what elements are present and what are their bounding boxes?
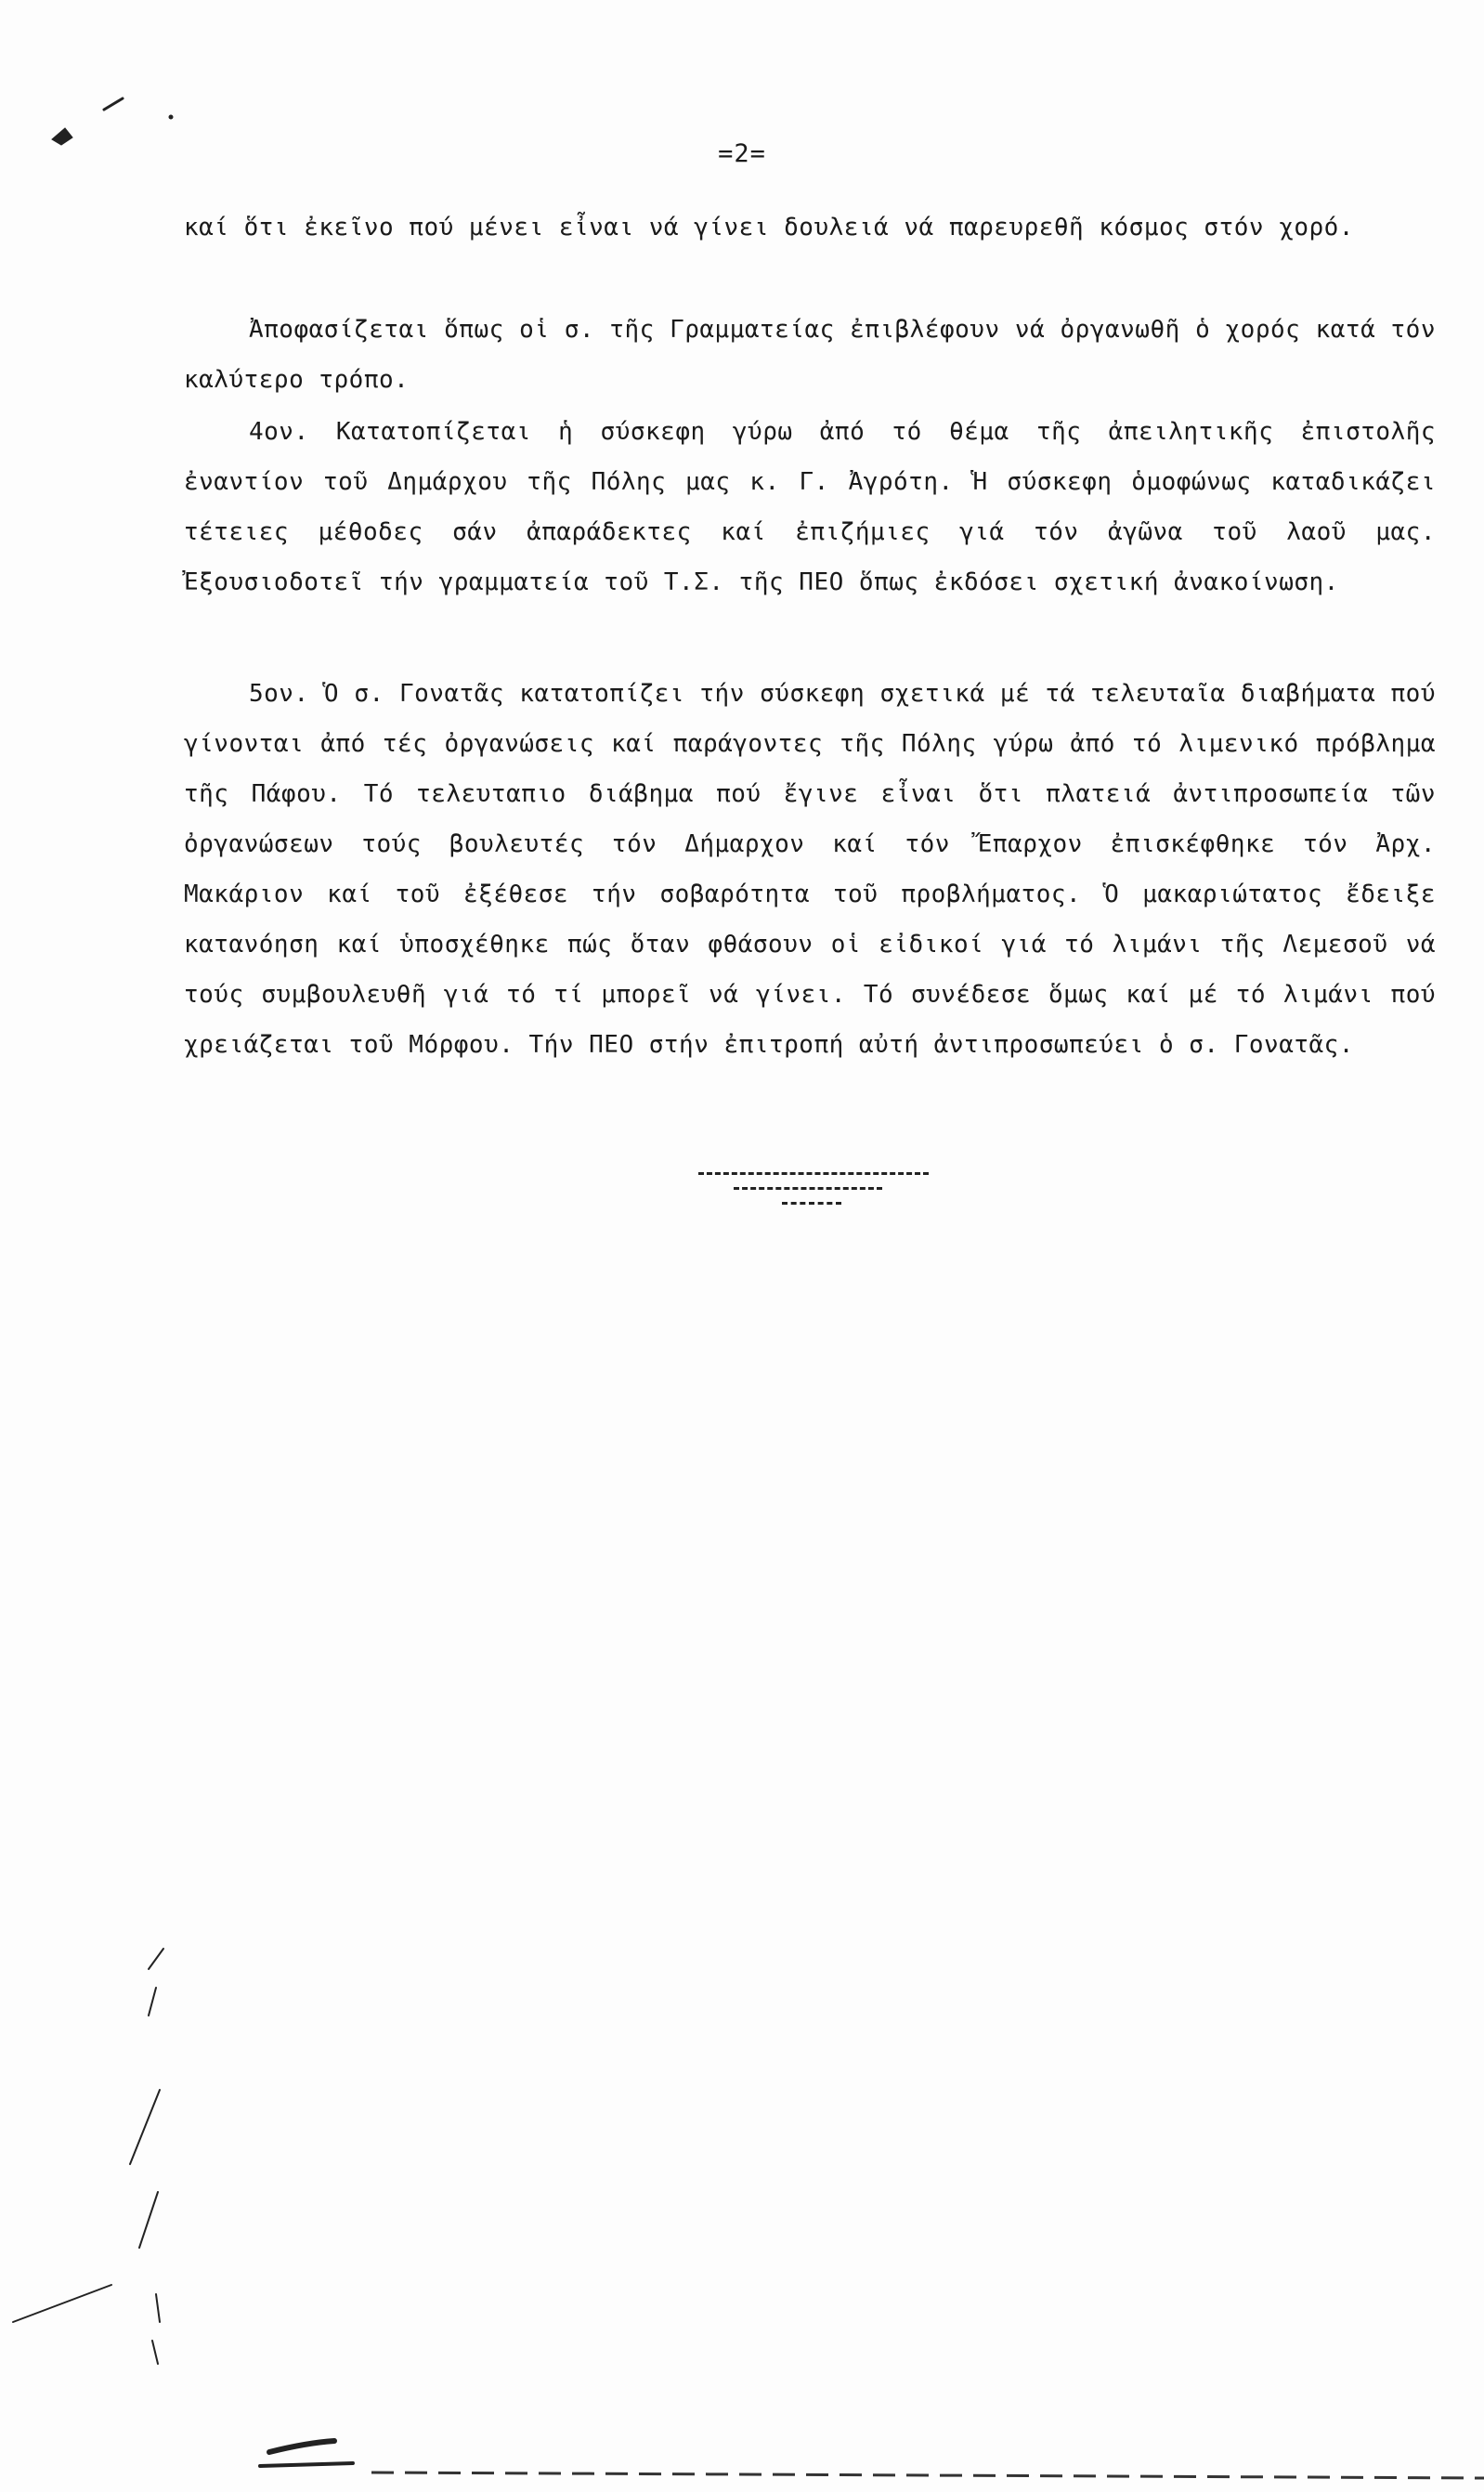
pen-stroke-mark: [104, 98, 123, 110]
dot-mark: [169, 115, 173, 119]
closing-divider-line: [698, 1172, 929, 1175]
pen-stroke-mark: [130, 2090, 160, 2164]
paragraph-text: 5ον. Ὁ σ. Γονατᾶς κατατοπίζει τήν σύσκεφη σχετικά μέ τά τελευταῖα διαβήματα πού γίνονται ἀπό τές ὀργανώσεις καί παράγοντες τῆς Πόλης γύρω ἀπό τό λιμενικό πρόβλημα τῆς Πάφου. Τό τελευταπιο διάβημα πού ἔγινε εἶναι ὅτι πλατειά ἀντιπροσωπεία τῶν ὀργανώσεων τούς βουλευτές τόν Δήμαρχον καί τόν Ἔπαρχον ἐπισκέφθηκε τόν Ἀρχ. Μακάριον καί τοῦ ἐξέθεσε τήν σοβαρότητα τοῦ προβλήματος. Ὁ μακαριώτατος ἔδειξε κατανόηση καί ὑποσχέθηκε πώς ὅταν φθάσουν οἱ εἰδικοί γιά τό λιμάνι τῆς Λεμεσοῦ νά τούς συμβουλευθῆ γιά τό τί μπορεῖ νά γίνει. Τό συνέδεσε ὅμως καί μέ τό λιμάνι πού χρειάζεται τοῦ Μόρφου. Τήν ΠΕΟ στήν ἐπιτροπή αὐτή ἀντιπροσωπεύει ὁ σ. Γονατᾶς.: [184, 680, 1436, 1059]
paragraph-decision-dance: [184, 305, 1436, 405]
paragraph-continuation: [184, 202, 1436, 253]
paragraph-item-5: [184, 669, 1436, 1070]
pen-stroke-mark: [149, 1988, 156, 2016]
closing-divider-line: [734, 1187, 882, 1190]
pen-stroke-mark: [139, 2192, 158, 2248]
pen-stroke-mark: [13, 2285, 111, 2322]
pen-stroke-mark: [149, 1949, 163, 1969]
paragraph-text: 4ον. Κατατοπίζεται ἡ σύσκεφη γύρω ἀπό τό θέμα τῆς ἀπειλητικῆς ἐπιστολῆς ἐναντίον τοῦ Δημάρχου τῆς Πόλης μας κ. Γ. Ἀγρότη. Ἡ σύσκεφη ὁμοφώνως καταδικάζει τέτειες μέθοδες σάν ἀπαράδεκτες καί ἐπιζήμιες γιά τόν ἀγῶνα τοῦ λαοῦ μας. Ἐξουσιοδοτεῖ τήν γραμματεία τοῦ Τ.Σ. τῆς ΠΕΟ ὅπως ἐκδόσει σχετική ἀνακοίνωση.: [184, 418, 1436, 596]
paragraph-text: Ἀποφασίζεται ὅπως οἱ σ. τῆς Γραμματείας ἐπιβλέφουν νά ὀργανωθῆ ὁ χορός κατά τόν καλύτερο τρόπο.: [184, 316, 1436, 394]
pen-stroke-mark: [156, 2294, 160, 2322]
pen-stroke-mark: [260, 2463, 353, 2466]
paragraph-item-4: [184, 407, 1436, 607]
bottom-edge-line: [371, 2472, 1484, 2478]
page-number: =2=: [718, 139, 766, 168]
paragraph-text: καί ὅτι ἐκεῖνο πού μένει εἶναι νά γίνει δουλειά νά παρευρεθῆ κόσμος στόν χορό.: [184, 214, 1354, 241]
pen-stroke-mark: [152, 2341, 158, 2364]
pen-stroke-mark: [269, 2441, 334, 2452]
closing-divider-line: [782, 1202, 841, 1205]
